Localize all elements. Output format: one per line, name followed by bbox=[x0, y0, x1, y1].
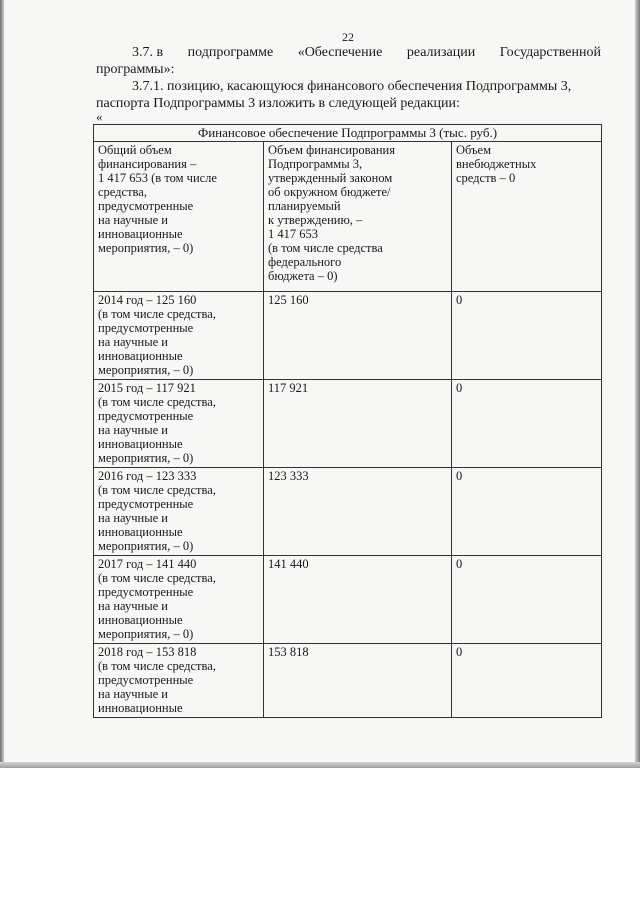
table-row bbox=[94, 380, 602, 468]
year-cell: 2016 год – 123 333 (в том числе средства, предусмотренные на научные и инновационные мероприятия, – 0) bbox=[94, 468, 264, 556]
table-title: Финансовое обеспечение Подпрограммы 3 (тыс. руб.) bbox=[94, 125, 602, 142]
budget-cell: 117 921 bbox=[264, 380, 452, 468]
extra-cell: 0 bbox=[452, 380, 602, 468]
table-header-row bbox=[94, 142, 602, 292]
paragraph-3-7 bbox=[96, 44, 601, 78]
paragraph-word: «Обеспечение bbox=[297, 45, 383, 60]
budget-cell: 141 440 bbox=[264, 556, 452, 644]
extra-cell: 0 bbox=[452, 468, 602, 556]
paragraph-word: реализации bbox=[406, 45, 476, 60]
page-edge-right bbox=[635, 0, 640, 768]
header-extra-cell: Объем внебюджетных средств – 0 bbox=[452, 142, 602, 292]
paragraph-3-7-1-line1: 3.7.1. позицию, касающуюся финансового обеспечения Подпрограммы 3, bbox=[132, 79, 572, 94]
paragraph-3-7-1-line2: паспорта Подпрограммы 3 изложить в следующей редакции: bbox=[96, 96, 460, 111]
year-cell: 2017 год – 141 440 (в том числе средства, предусмотренные на научные и инновационные мероприятия, – 0) bbox=[94, 556, 264, 644]
budget-cell: 125 160 bbox=[264, 292, 452, 380]
extra-cell: 0 bbox=[452, 292, 602, 380]
year-cell: 2018 год – 153 818 (в том числе средства, предусмотренные на научные и инновационные bbox=[94, 644, 264, 718]
budget-cell: 123 333 bbox=[264, 468, 452, 556]
table-row bbox=[94, 644, 602, 718]
extra-cell: 0 bbox=[452, 556, 602, 644]
paragraph-3-7-continuation: программы»: bbox=[96, 62, 175, 77]
table-row bbox=[94, 292, 602, 380]
paragraph-3-7-1 bbox=[96, 78, 601, 112]
page-edge-left bbox=[0, 0, 4, 768]
budget-cell: 153 818 bbox=[264, 644, 452, 718]
header-total-cell: Общий объем финансирования – 1 417 653 (в том числе средства, предусмотренные на научные и инновационные мероприятия, – 0) bbox=[94, 142, 264, 292]
extra-cell: 0 bbox=[452, 644, 602, 718]
year-cell: 2015 год – 117 921 (в том числе средства, предусмотренные на научные и инновационные мероприятия, – 0) bbox=[94, 380, 264, 468]
paragraph-word: Государственной bbox=[499, 45, 601, 60]
paragraph-word: подпрограмме bbox=[187, 45, 274, 60]
page-edge-bottom bbox=[0, 762, 640, 768]
header-budget-cell: Объем финансирования Подпрограммы 3, утвержденный законом об окружном бюджете/ планируемый к утверждению, – 1 417 653 (в том числе средства федерального бюджета – 0) bbox=[264, 142, 452, 292]
financing-table bbox=[93, 124, 602, 718]
table-row bbox=[94, 468, 602, 556]
open-quote: « bbox=[96, 109, 103, 124]
paragraph-3-7-first-line bbox=[96, 44, 601, 61]
year-cell: 2014 год – 125 160 (в том числе средства, предусмотренные на научные и инновационные мероприятия, – 0) bbox=[94, 292, 264, 380]
paragraph-word: 3.7. в bbox=[132, 45, 164, 60]
table-title-row bbox=[94, 125, 602, 142]
page-number: 22 bbox=[342, 30, 354, 44]
table-row bbox=[94, 556, 602, 644]
